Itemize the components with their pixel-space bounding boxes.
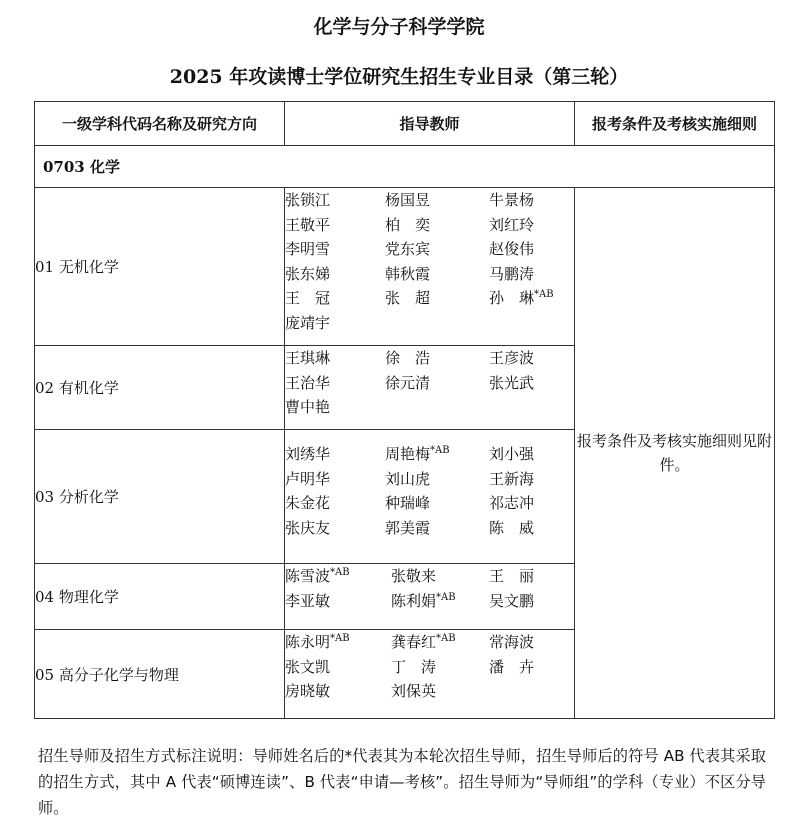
advisor-name-text: 王彦波	[489, 349, 535, 367]
research-field: 01 无机化学	[35, 188, 285, 346]
advisor-name-text: 潘 卉	[489, 657, 535, 676]
advisor-name	[489, 286, 569, 311]
advisor-name	[385, 442, 489, 467]
column-header-advisors: 指导教师	[285, 102, 575, 146]
advisor-name-text: 刘保英	[391, 682, 437, 701]
advisor-name	[285, 491, 385, 516]
advisor-name	[489, 371, 569, 396]
table-row	[35, 188, 775, 346]
advisor-name-text: 张敬来	[391, 567, 437, 585]
school-name: 化学与分子科学学院	[313, 16, 485, 38]
advisor-name	[385, 213, 489, 238]
advisor-name-text: 李亚敏	[285, 591, 331, 610]
advisor-list	[285, 346, 575, 430]
advisor-name-text: 朱金花	[285, 494, 331, 513]
advisor-name	[489, 346, 569, 371]
advisor-name	[391, 589, 489, 614]
advisor-name	[285, 655, 391, 680]
advisor-name-text: 郭美霞	[385, 518, 431, 537]
advisor-name	[285, 630, 391, 655]
advisor-name	[489, 655, 569, 680]
advisor-name-text: 吴文鹏	[489, 591, 535, 610]
advisor-name	[285, 311, 385, 336]
advisor-name	[285, 442, 385, 467]
advisor-name-text: 张锁江	[285, 191, 331, 209]
advisor-name-text: 丁 涛	[391, 657, 437, 676]
advisor-list	[285, 430, 575, 564]
advisor-name	[391, 630, 489, 655]
advisor-name	[285, 679, 391, 704]
advisor-name-text: 王敬平	[285, 215, 331, 234]
discipline-row	[35, 146, 775, 188]
advisor-name-text: 卢明华	[285, 469, 331, 488]
research-field: 05 高分子化学与物理	[35, 630, 285, 719]
advisor-name-text: 韩秋霞	[385, 264, 431, 283]
advisor-name	[489, 564, 569, 589]
research-field: 02 有机化学	[35, 346, 285, 430]
advisor-name	[489, 467, 569, 492]
enrollment-mark: *AB	[330, 633, 350, 644]
advisor-list	[285, 630, 575, 719]
advisor-name-text: 刘红玲	[489, 215, 535, 234]
advisor-name	[385, 286, 489, 311]
advisor-name	[285, 213, 385, 238]
advisor-name-text: 常海波	[489, 633, 535, 651]
advisor-name	[385, 491, 489, 516]
advisor-name	[489, 213, 569, 238]
advisor-name	[285, 395, 385, 420]
page-title: 2025 年攻读博士学位研究生招生专业目录（第三轮）	[169, 66, 629, 88]
advisor-name	[489, 237, 569, 262]
advisor-name	[385, 467, 489, 492]
advisor-name-text: 马鹏涛	[489, 264, 535, 283]
catalog-table	[34, 101, 775, 719]
column-header-field: 一级学科代码名称及研究方向	[35, 102, 285, 146]
advisor-name-text: 刘山虎	[385, 469, 431, 488]
advisor-name-text: 党东宾	[385, 240, 431, 259]
advisor-name-text: 刘绣华	[285, 445, 331, 463]
advisor-name	[385, 516, 489, 541]
advisor-name	[285, 467, 385, 492]
advisor-name	[285, 237, 385, 262]
advisor-name-text: 曹中艳	[285, 398, 331, 417]
advisor-name-text: 张 超	[385, 289, 431, 308]
advisor-name-text: 周艳梅	[385, 445, 431, 463]
enrollment-mark: *AB	[330, 567, 350, 578]
advisor-name-text: 陈 威	[489, 518, 535, 537]
advisor-name-text: 孙 琳	[489, 289, 535, 308]
advisor-name	[489, 262, 569, 287]
advisor-name	[385, 371, 489, 396]
advisor-name-text: 赵俊伟	[489, 240, 535, 259]
advisor-name	[489, 630, 569, 655]
advisor-name-text: 种瑞峰	[385, 494, 431, 513]
conditions-note: 报考条件及考核实施细则见附件。	[575, 188, 775, 719]
advisor-name-text: 杨国昱	[385, 191, 431, 209]
enrollment-mark: *AB	[430, 445, 450, 456]
advisor-name-text: 张庆友	[285, 518, 331, 537]
advisor-name	[385, 262, 489, 287]
advisor-name	[489, 442, 569, 467]
footnote: 招生导师及招生方式标注说明：导师姓名后的*代表其为本轮次招生导师，招生导师后的符号 AB 代表其采取的招生方式，其中 A 代表“硕博连读”、B 代表“申请—考核”。招生导师为“导师组”的学科（专业）不区分导师。	[38, 747, 766, 817]
advisor-name	[285, 589, 391, 614]
advisor-name	[285, 346, 385, 371]
advisor-name-text: 柏 奕	[385, 215, 431, 234]
advisor-name	[391, 655, 489, 680]
enrollment-mark: *AB	[436, 591, 456, 603]
advisor-name	[385, 188, 489, 213]
advisor-name-text: 张光武	[489, 373, 535, 392]
advisor-name-text: 房晓敏	[285, 682, 331, 701]
advisor-name-text: 张东娣	[285, 264, 331, 283]
advisor-name-text: 王新海	[489, 469, 535, 488]
research-field: 03 分析化学	[35, 430, 285, 564]
advisor-name	[489, 491, 569, 516]
advisor-name-text: 王琪琳	[285, 349, 331, 367]
enrollment-mark: *AB	[436, 633, 456, 644]
advisor-name	[285, 262, 385, 287]
advisor-list	[285, 564, 575, 630]
advisor-name-text: 龚春红	[391, 633, 437, 651]
advisor-name-text: 刘小强	[489, 445, 535, 463]
advisor-name	[391, 564, 489, 589]
advisor-name	[285, 564, 391, 589]
advisor-name	[285, 286, 385, 311]
advisor-name-text: 王治华	[285, 373, 331, 392]
column-header-conditions: 报考条件及考核实施细则	[575, 102, 775, 146]
advisor-name-text: 王 丽	[489, 567, 535, 585]
advisor-name-text: 陈雪波	[285, 567, 331, 585]
advisor-name-text: 祁志冲	[489, 494, 535, 513]
table-header-row	[35, 102, 775, 146]
advisor-name-text: 王 冠	[285, 289, 331, 308]
advisor-name-text: 陈永明	[285, 633, 331, 651]
advisor-name	[489, 188, 569, 213]
advisor-name-text: 牛景杨	[489, 191, 535, 209]
advisor-name-text: 庞靖宇	[285, 313, 331, 332]
advisor-name-text: 徐元清	[385, 373, 431, 392]
advisor-name	[385, 346, 489, 371]
advisor-name	[285, 516, 385, 541]
advisor-name-text: 徐 浩	[385, 349, 431, 367]
advisor-name	[489, 516, 569, 541]
enrollment-mark: *AB	[534, 289, 554, 301]
discipline-label: 0703 化学	[35, 146, 775, 188]
advisor-name-text: 李明雪	[285, 240, 331, 259]
advisor-name	[391, 679, 489, 704]
advisor-name	[285, 371, 385, 396]
advisor-list	[285, 188, 575, 346]
advisor-name	[385, 237, 489, 262]
advisor-name-text: 陈利娟	[391, 591, 437, 610]
advisor-name	[489, 589, 569, 614]
research-field: 04 物理化学	[35, 564, 285, 630]
advisor-name	[285, 188, 385, 213]
advisor-name-text: 张文凯	[285, 657, 331, 676]
